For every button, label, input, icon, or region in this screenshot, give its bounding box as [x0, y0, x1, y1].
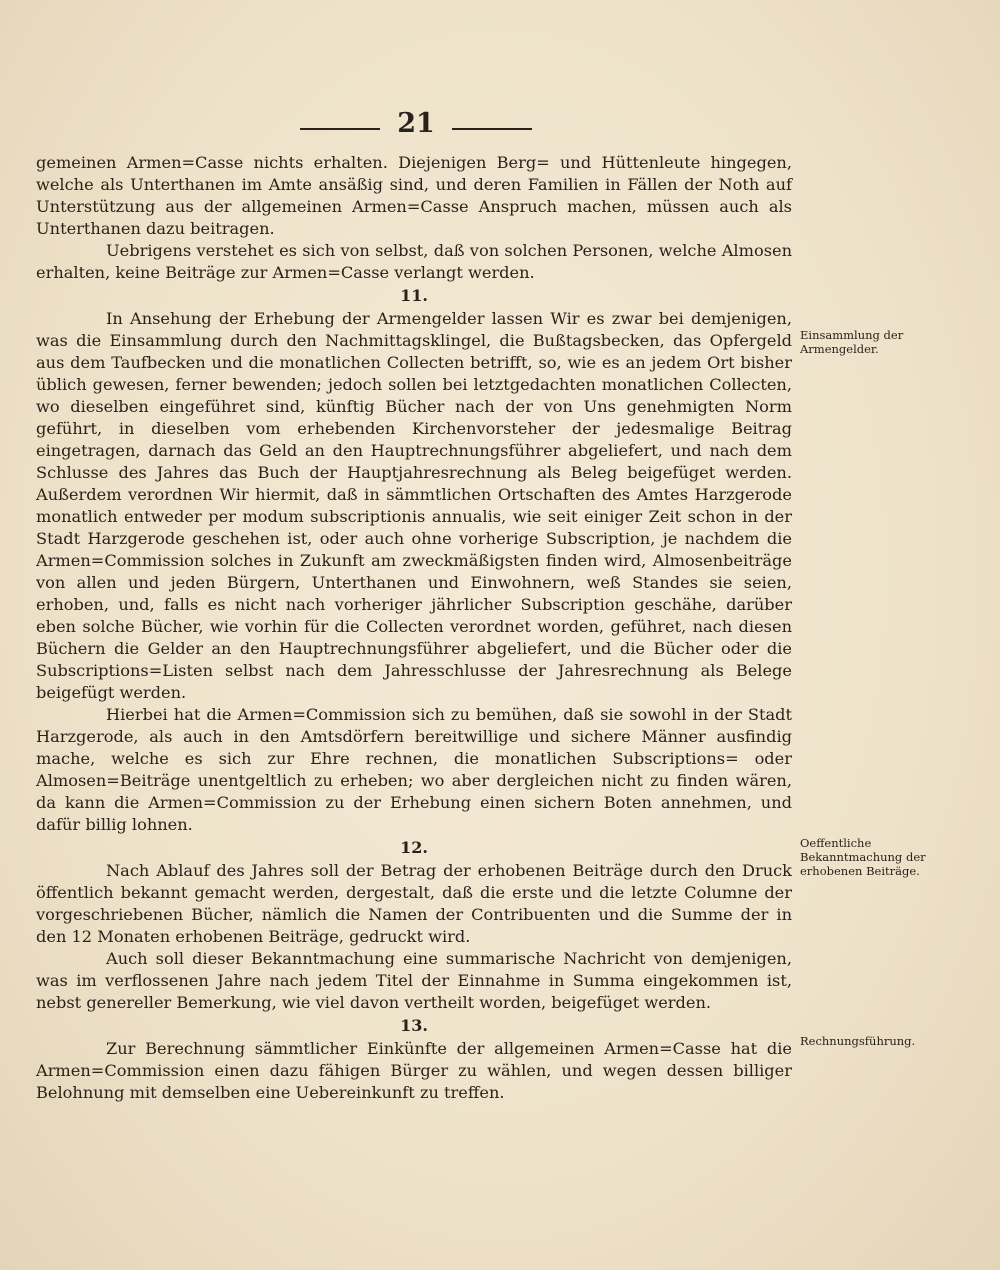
- section-number-11: 11.: [400, 286, 428, 305]
- paragraph-bekanntmachung: Auch soll dieser Bekanntmachung eine summarische Nachricht von demjenigen, was im verflossenen Jahre nach jedem Titel der Einnahme in Summa eingekommen ist, nebst genereller Bemerkung, wie viel davon vertheilt worden, beigefüget werden.: [36, 949, 792, 1012]
- paragraph-continuation: gemeinen Armen=Casse nichts erhalten. Diejenigen Berg= und Hüttenleute hingegen, welche als Unterthanen im Amte ansäßig sind, und deren Familien in Fällen der Noth auf Unterstützung aus der allgemeinen Armen=Casse Anspruch machen, müssen auch als Unterthanen dazu beitragen.: [36, 153, 792, 238]
- margin-note-rechnungsfuehrung: Rechnungsführung.: [800, 1034, 916, 1048]
- page-number: 21: [397, 108, 435, 139]
- section-number-13: 13.: [400, 1016, 428, 1035]
- margin-note-bekanntmachung: Oeffentliche Bekanntmachung der erhobenen Beiträge.: [800, 836, 926, 878]
- header-rule-left: [300, 128, 380, 130]
- paragraph-section-11: In Ansehung der Erhebung der Armengelder lassen Wir es zwar bei demjenigen, was die Einsammlung durch den Nachmittagsklingel, die Bußtagsbecken, das Opfergeld aus dem Taufbecken und die monatlichen Collecten betrifft, so, wie es an jedem Ort bisher üblich gewesen, ferner bewenden; jedoch sollen bei letztgedachten monatlichen Collecten, wo dieselben eingeführet sind, künftig Bücher nach der von Uns genehmigten Norm geführt, in dieselben vom erhebenden Kirchenvorsteher der jedesmalige Beitrag eingetragen, darnach das Geld an den Hauptrechnungsführer abgeliefert, und nach dem Schlusse des Jahres das Buch der Hauptjahresrechnung als Beleg beigefüget werden. Außerdem verordnen Wir hiermit, daß in sämmtlichen Ortschaften des Amtes Harzgerode monatlich entweder per modum subscriptionis annualis, wie seit einiger Zeit schon in der Stadt Harzgerode geschehen ist, oder auch ohne vorherige Subscription, je nachdem die Armen=Commission solches in Zukunft am zweckmäßigsten finden wird, Almosenbeiträge von allen und jeden Bürgern, Unterthanen und Einwohnern, weß Standes sie seien, erhoben, und, falls es nicht nach vorheriger jährlicher Subscription geschähe, darüber eben solche Bücher, wie vorhin für die Collecten verordnet worden, geführet, nach diesen Büchern die Gelder an den Hauptrechnungsführer abgeliefert, und die Bücher oder die Subscriptions=Listen selbst nach dem Jahresschlusse der Jahresrechnung als Belege beigefügt werden.: [36, 309, 792, 702]
- paragraph-almosen: Uebrigens verstehet es sich von selbst, daß von solchen Personen, welche Almosen erhalten, keine Beiträge zur Armen=Casse verlangt werden.: [36, 241, 792, 282]
- margin-note-einsammlung: Einsammlung der Armengelder.: [800, 328, 904, 356]
- main-text: [36, 152, 792, 1104]
- paragraph-section-13: Zur Berechnung sämmtlicher Einkünfte der allgemeinen Armen=Casse hat die Armen=Commission einen dazu fähigen Bürger zu wählen, und wegen dessen billiger Belohnung mit demselben eine Uebereinkunft zu treffen.: [36, 1039, 792, 1102]
- header-rule-right: [452, 128, 532, 130]
- page-header: [0, 108, 1000, 148]
- paragraph-armen-commission: Hierbei hat die Armen=Commission sich zu bemühen, daß sie sowohl in der Stadt Harzgerode, als auch in den Amtsdörfern bereitwillige und sichere Männer ausfindig mache, welche es sich zur Ehre rechnen, die monatlichen Subscriptions= oder Almosen=Beiträge unentgeltlich zu erheben; wo aber dergleichen nicht zu finden wären, da kann die Armen=Commission zu der Erhebung einen sichern Boten annehmen, und dafür billig lohnen.: [36, 705, 792, 834]
- section-number-12: 12.: [400, 838, 428, 857]
- paragraph-section-12: Nach Ablauf des Jahres soll der Betrag der erhobenen Beiträge durch den Druck öffentlich bekannt gemacht werden, dergestalt, daß die erste und die letzte Columne der vorgeschriebenen Bücher, nämlich die Namen der Contribuenten und die Summe der in den 12 Monaten erhobenen Beiträge, gedruckt wird.: [36, 861, 792, 946]
